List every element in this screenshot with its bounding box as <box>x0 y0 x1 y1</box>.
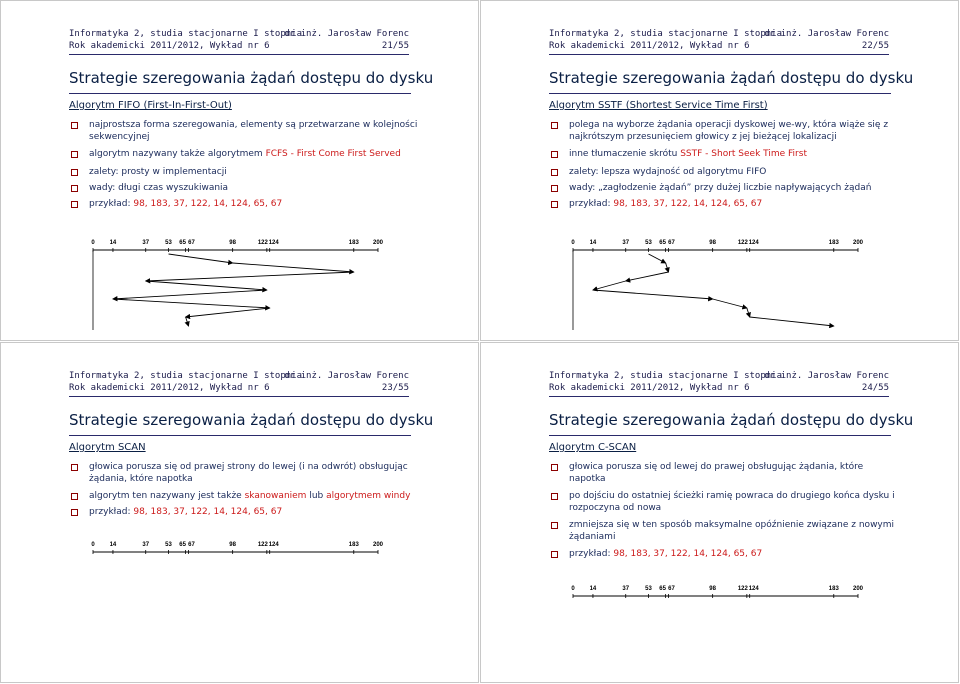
course-line: Informatyka 2, studia stacjonarne I stopnia <box>549 29 782 39</box>
bullet-box-icon <box>551 493 558 500</box>
axis-tick-label: 53 <box>645 240 652 246</box>
axis-tick-label: 124 <box>748 586 759 592</box>
bullet-highlight: 98, 183, 37, 122, 14, 124, 65, 67 <box>133 199 283 209</box>
header-divider <box>69 396 409 397</box>
head-move-segment <box>146 272 354 281</box>
bullet-text: głowica porusza się od prawej strony do lewej (i na odwrót) obsługując żądania, które napotka <box>89 462 408 484</box>
axis-tick-label: 200 <box>372 240 384 246</box>
slide-subtitle: Algorytm C-SCAN <box>549 442 637 453</box>
head-movement-diagram <box>87 535 407 565</box>
bullet-text: algorytm ten nazywany jest także <box>89 491 245 501</box>
bullet-highlight: skanowaniem <box>244 491 307 501</box>
bullet-highlight: 98, 183, 37, 122, 14, 124, 65, 67 <box>613 549 763 559</box>
axis-tick-label: 65 <box>179 240 186 246</box>
bullet-box-icon <box>551 201 558 208</box>
head-move-segment <box>113 299 270 308</box>
bullet-text: przykład: <box>89 507 134 517</box>
axis-tick-label: 98 <box>709 586 716 592</box>
bullet-box-icon <box>551 169 558 176</box>
bullet-text: lub <box>306 491 327 501</box>
bullet-highlight: FCFS - First Come First Served <box>265 149 401 159</box>
year-line: Rok akademicki 2011/2012, Wykład nr 6 <box>549 41 750 51</box>
axis-tick-label: 14 <box>109 542 117 548</box>
bullet-box-icon <box>71 464 78 471</box>
axis-tick-label: 53 <box>165 542 172 548</box>
bullet-text: przykład: <box>569 549 614 559</box>
bullet-box-icon <box>71 169 78 176</box>
head-move-segment <box>713 299 747 308</box>
header-divider <box>549 396 889 397</box>
bullet-text: zalety: lepsza wydajność od algorytmu FIFO <box>569 167 767 177</box>
head-move-segment <box>186 317 189 326</box>
axis-tick-label: 14 <box>589 240 597 246</box>
axis-tick-label: 122 <box>257 240 268 246</box>
bullet-text: głowica porusza się od lewej do prawej obsługując żądania, które napotka <box>569 462 864 484</box>
axis-tick-label: 122 <box>257 542 268 548</box>
axis-tick-label: 0 <box>91 240 95 246</box>
axis-tick-label: 37 <box>142 240 150 246</box>
axis-tick-label: 122 <box>737 240 748 246</box>
page-number: 24/55 <box>861 383 889 393</box>
bullet-box-icon <box>551 185 558 192</box>
course-line: Informatyka 2, studia stacjonarne I stopnia <box>69 29 302 39</box>
bullet-text: wady: „zagłodzenie żądań” przy dużej liczbie napływających żądań <box>569 183 872 193</box>
axis-tick-label: 37 <box>622 240 630 246</box>
year-line: Rok akademicki 2011/2012, Wykład nr 6 <box>69 41 270 51</box>
axis-tick-label: 67 <box>188 542 195 548</box>
head-move-segment <box>626 272 669 281</box>
bullet-text: zmniejsza się w ten sposób maksymalne opóźnienie związane z nowymi żądaniami <box>569 520 895 542</box>
axis-tick-label: 53 <box>645 586 652 592</box>
axis-tick-label: 200 <box>372 542 384 548</box>
axis-tick-label: 183 <box>348 240 359 246</box>
axis-tick-label: 0 <box>91 542 95 548</box>
slide-subtitle: Algorytm SSTF (Shortest Service Time First) <box>549 100 768 111</box>
axis-tick-label: 14 <box>109 240 117 246</box>
slide-header <box>69 370 409 394</box>
axis-tick-label: 183 <box>828 586 839 592</box>
year-line: Rok akademicki 2011/2012, Wykład nr 6 <box>69 383 270 393</box>
axis-tick-label: 124 <box>748 240 759 246</box>
head-move-segment <box>233 263 354 272</box>
slide-subtitle: Algorytm FIFO (First-In-First-Out) <box>69 100 232 111</box>
axis-tick-label: 183 <box>828 240 839 246</box>
author: dr inż. Jarosław Forenc <box>764 29 889 39</box>
axis-tick-label: 124 <box>268 542 279 548</box>
bullet-box-icon <box>551 551 558 558</box>
head-movement-diagram <box>87 233 407 333</box>
page-number: 23/55 <box>381 383 409 393</box>
axis-tick-label: 183 <box>348 542 359 548</box>
slide-title: Strategie szeregowania żądań dostępu do dysku <box>69 411 434 429</box>
header-divider <box>549 54 889 55</box>
axis-tick-label: 65 <box>659 240 666 246</box>
bullet-text: algorytm nazywany także algorytmem <box>89 149 266 159</box>
bullet-box-icon <box>551 464 558 471</box>
axis-tick-label: 98 <box>709 240 716 246</box>
bullet-box-icon <box>551 122 558 129</box>
bullet-box-icon <box>71 509 78 516</box>
bullet-text: inne tłumaczenie skrótu <box>569 149 681 159</box>
slide-title: Strategie szeregowania żądań dostępu do dysku <box>69 69 434 87</box>
axis-tick-label: 124 <box>268 240 279 246</box>
author: dr inż. Jarosław Forenc <box>284 29 409 39</box>
slide-title: Strategie szeregowania żądań dostępu do dysku <box>549 411 914 429</box>
bullet-highlight: 98, 183, 37, 122, 14, 124, 65, 67 <box>613 199 763 209</box>
bullet-highlight: 98, 183, 37, 122, 14, 124, 65, 67 <box>133 507 283 517</box>
slide-21 <box>0 0 479 341</box>
bullet-text: wady: długi czas wyszukiwania <box>89 183 229 193</box>
axis-tick-label: 37 <box>622 586 630 592</box>
course-line: Informatyka 2, studia stacjonarne I stopnia <box>69 371 302 381</box>
axis-tick-label: 122 <box>737 586 748 592</box>
head-movement-diagram <box>567 579 887 609</box>
slide-header <box>549 370 889 394</box>
head-move-segment <box>593 290 713 299</box>
bullet-box-icon <box>71 201 78 208</box>
title-divider <box>69 435 411 436</box>
axis-tick-label: 53 <box>165 240 172 246</box>
axis-tick-label: 65 <box>179 542 186 548</box>
head-move-segment <box>649 254 666 263</box>
author: dr inż. Jarosław Forenc <box>764 371 889 381</box>
bullet-box-icon <box>551 522 558 529</box>
course-line: Informatyka 2, studia stacjonarne I stopnia <box>549 371 782 381</box>
slide-subtitle: Algorytm SCAN <box>69 442 146 453</box>
bullet-text: przykład: <box>569 199 614 209</box>
axis-tick-label: 37 <box>142 542 150 548</box>
bullet-box-icon <box>71 122 78 129</box>
bullet-box-icon <box>551 151 558 158</box>
head-move-segment <box>146 281 267 290</box>
axis-tick-label: 98 <box>229 542 236 548</box>
axis-tick-label: 65 <box>659 586 666 592</box>
head-move-segment <box>186 308 270 317</box>
axis-tick-label: 200 <box>852 586 864 592</box>
head-move-segment <box>169 254 233 263</box>
bullet-text: zalety: prosty w implementacji <box>89 167 227 177</box>
page-number: 21/55 <box>381 41 409 51</box>
head-move-segment <box>750 317 834 326</box>
bullet-text: polega na wyborze żądania operacji dyskowej we-wy, która wiąże się z najkrótszym przesunięciem głowicy z jej bieżącej lokalizacji <box>569 120 889 142</box>
axis-tick-label: 67 <box>668 240 675 246</box>
title-divider <box>69 93 411 94</box>
bullet-highlight: algorytmem windy <box>326 491 411 501</box>
bullet-text: po dojściu do ostatniej ścieżki ramię powraca do drugiego końca dysku i rozpoczyna od nowa <box>569 491 895 513</box>
bullet-box-icon <box>71 185 78 192</box>
title-divider <box>549 435 891 436</box>
axis-tick-label: 0 <box>571 240 575 246</box>
author: dr inż. Jarosław Forenc <box>284 371 409 381</box>
bullet-text: przykład: <box>89 199 134 209</box>
head-movement-diagram <box>567 233 887 333</box>
head-move-segment <box>113 290 267 299</box>
bullet-highlight: SSTF - Short Seek Time First <box>680 149 807 159</box>
axis-tick-label: 67 <box>188 240 195 246</box>
bullet-text: najprostsza forma szeregowania, elementy są przetwarzane w kolejności sekwencyjnej <box>89 120 418 142</box>
axis-tick-label: 200 <box>852 240 864 246</box>
page-number: 22/55 <box>861 41 889 51</box>
axis-tick-label: 14 <box>589 586 597 592</box>
header-divider <box>69 54 409 55</box>
slide-header <box>69 28 409 52</box>
slide-header <box>549 28 889 52</box>
bullet-box-icon <box>71 493 78 500</box>
head-move-segment <box>747 308 750 317</box>
axis-tick-label: 0 <box>571 586 575 592</box>
axis-tick-label: 98 <box>229 240 236 246</box>
head-move-segment <box>666 263 669 272</box>
slide-24 <box>480 342 959 683</box>
slide-title: Strategie szeregowania żądań dostępu do dysku <box>549 69 914 87</box>
bullet-box-icon <box>71 151 78 158</box>
head-move-segment <box>593 281 626 290</box>
title-divider <box>549 93 891 94</box>
slide-22 <box>480 0 959 341</box>
axis-tick-label: 67 <box>668 586 675 592</box>
year-line: Rok akademicki 2011/2012, Wykład nr 6 <box>549 383 750 393</box>
slide-23 <box>0 342 479 683</box>
